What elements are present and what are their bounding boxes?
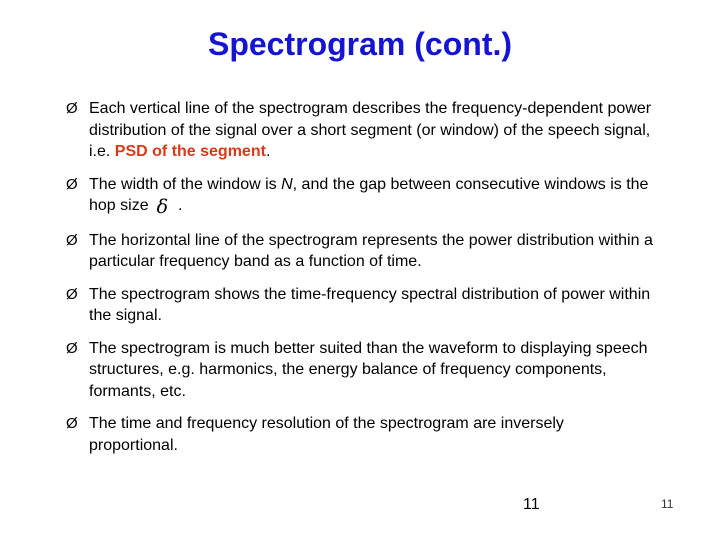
bullet-tail: . (178, 197, 183, 214)
bullet-item (66, 98, 656, 163)
bullet-text: The spectrogram shows the time-frequency spectral distribution of power within the signal. (89, 285, 651, 324)
bullet-item (66, 230, 656, 273)
bullet-item (66, 413, 656, 456)
bullet-list (66, 98, 656, 467)
page-number-center: 11 (523, 496, 540, 513)
slide-title: Spectrogram (cont.) (207, 26, 513, 62)
bullet-tail: . (265, 143, 271, 160)
bullet-text: The time and frequency resolution of the spectrogram are inversely proportional. (89, 415, 564, 454)
arrow-bullet-icon: Ø (66, 415, 78, 432)
bullet-text-continued: , and the gap between consecutive windows is the hop size (89, 175, 649, 214)
bullet-text: The width of the window is (89, 175, 282, 193)
bullet-text: The horizontal line of the spectrogram represents the power distribution within a particular frequency band as a function of time. (89, 231, 653, 270)
delta-symbol: δ (156, 196, 169, 218)
bullet-item (66, 284, 656, 327)
highlight-text: PSD of the segment (114, 143, 266, 160)
arrow-bullet-icon: Ø (66, 175, 78, 193)
variable-n: N (281, 175, 293, 193)
bullet-item (66, 174, 656, 219)
page-number-corner: 11 (661, 497, 674, 511)
arrow-bullet-icon: Ø (66, 231, 78, 249)
bullet-text: The spectrogram is much better suited than the waveform to displaying speech structures, e.g. harmonics, the energy balance of frequency components, formants, etc. (89, 339, 648, 400)
bullet-text: Each vertical line of the spectrogram describes the frequency-dependent power distribution of the signal over a short segment (or window) of the speech signal, i.e. (89, 100, 652, 160)
arrow-bullet-icon: Ø (66, 285, 78, 303)
arrow-bullet-icon: Ø (66, 100, 78, 117)
arrow-bullet-icon: Ø (66, 339, 78, 357)
bullet-item (66, 338, 656, 403)
